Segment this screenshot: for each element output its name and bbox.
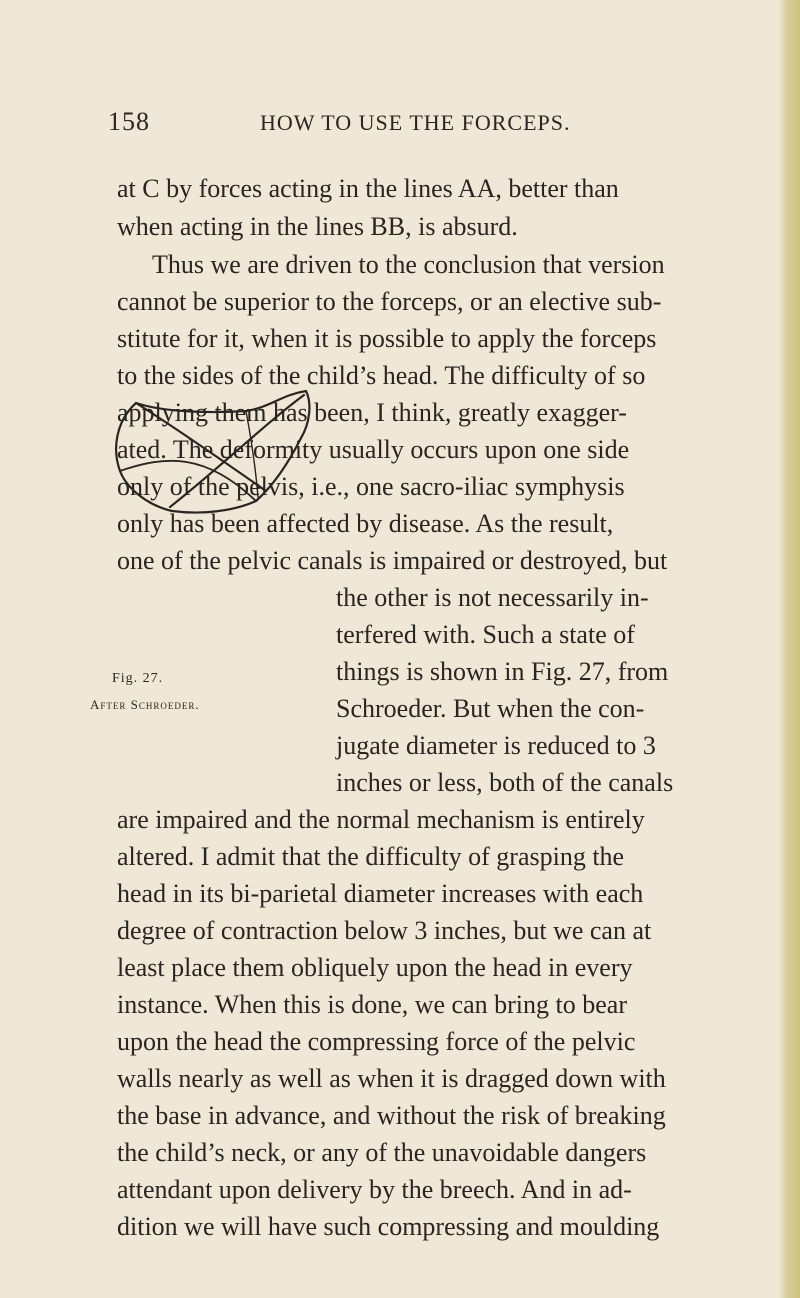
text-line: least place them obliquely upon the head in every [117,953,633,982]
text-line: instance. When this is done, we can bring to bear [117,990,627,1019]
text-line: dition we will have such compressing and moulding [117,1212,660,1241]
text-line: terfered with. Such a state of [336,620,635,649]
text-line: cannot be superior to the forceps, or an elective sub- [117,287,662,316]
pelvis-diagram-icon [106,383,316,673]
figure-credit: After Schroeder. [90,697,200,712]
text-line: to the sides of the child’s head. The difficulty of so [117,361,646,390]
text-line: ated. The deformity usually occurs upon one side [117,435,630,464]
text-line: attendant upon delivery by the breech. And in ad- [117,1175,632,1204]
text-line: walls nearly as well as when it is dragged down with [117,1064,666,1093]
page-number: 158 [108,107,150,136]
text-line: things is shown in Fig. 27, from [336,657,669,686]
text-line: inches or less, both of the canals [336,768,674,797]
text-line: only of the pelvis, i.e., one sacro-iliac symphysis [117,472,625,501]
figure-27 [90,383,316,723]
text-line: the other is not necessarily in- [336,583,649,612]
text-line: stitute for it, when it is possible to apply the forceps [117,324,657,353]
text-line: upon the head the compressing force of the pelvic [117,1027,636,1056]
text-line: when acting in the lines BB, is absurd. [117,212,518,241]
text-line: altered. I admit that the difficulty of grasping the [117,842,625,871]
running-title: HOW TO USE THE FORCEPS. [260,110,571,135]
text-line: jugate diameter is reduced to 3 [336,731,656,760]
text-line: one of the pelvic canals is impaired or destroyed, but [117,546,668,575]
text-line: head in its bi-parietal diameter increases with each [117,879,644,908]
text-line: degree of contraction below 3 inches, but we can at [117,916,652,945]
page-edge [778,0,800,1298]
text-line: at C by forces acting in the lines AA, better than [117,174,619,203]
text-line: the child’s neck, or any of the unavoidable dangers [117,1138,647,1167]
text-line: only has been affected by disease. As the result, [117,509,614,538]
text-line: Thus we are driven to the conclusion that version [152,250,665,279]
figure-caption: Fig. 27. [112,671,164,686]
text-line: the base in advance, and without the risk of breaking [117,1101,666,1130]
text-line: applying them has been, I think, greatly exagger- [117,398,627,427]
text-line: are impaired and the normal mechanism is entirely [117,805,645,834]
text-line: Schroeder. But when the con- [336,694,645,723]
